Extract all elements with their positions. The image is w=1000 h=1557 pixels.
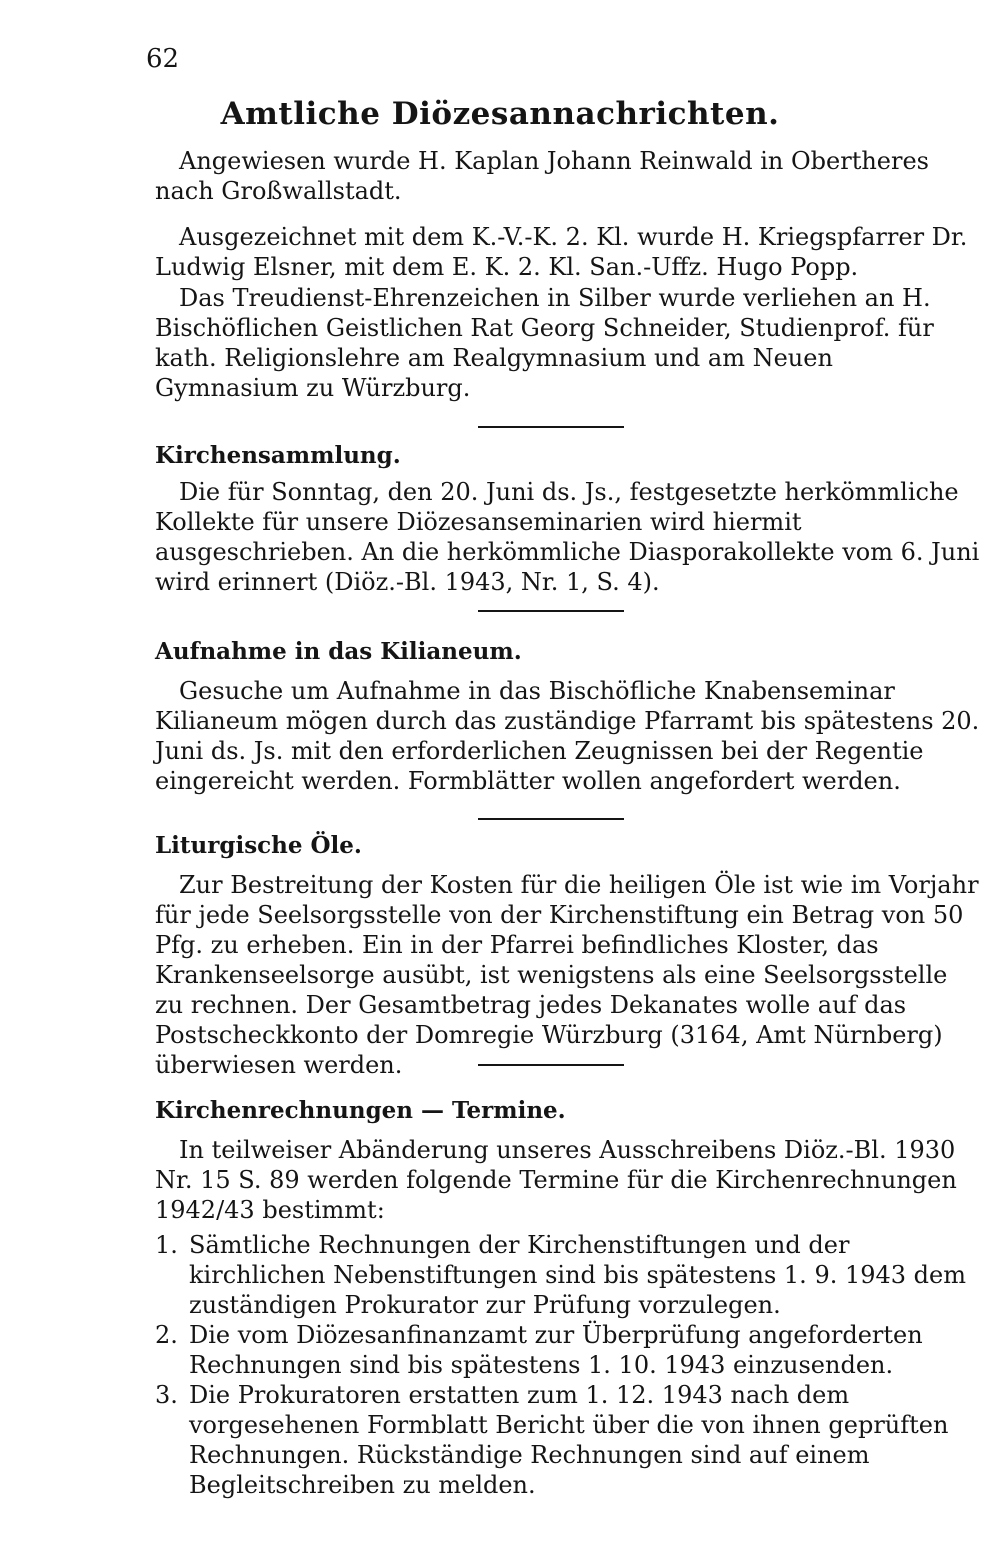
- section-divider: [478, 1064, 624, 1066]
- page-number: 62: [146, 44, 180, 74]
- section-divider: [478, 610, 624, 612]
- announcement-paragraph: Angewiesen wurde H. Kaplan Johann Reinwald in Obertheres nach Großwallstadt.: [155, 147, 929, 205]
- section-heading: Aufnahme in das Kilianeum.: [155, 638, 522, 665]
- section-divider: [478, 818, 624, 820]
- list-item: [155, 1380, 983, 1500]
- section-heading: Liturgische Öle.: [155, 832, 362, 859]
- section-body: Gesuche um Aufnahme in das Bischöfliche Knabenseminar Kilianeum mögen durch das zuständige Pfarramt bis spätestens 20. Juni ds. Js. mit den erforderlichen Zeugnissen bei der Regentie eingereicht werden. Formblätter wollen angefordert werden.: [155, 677, 980, 795]
- section-heading: Kirchenrechnungen — Termine.: [155, 1097, 566, 1124]
- deadline-list: [155, 1230, 983, 1500]
- announcement-paragraph: Ausgezeichnet mit dem K.-V.-K. 2. Kl. wurde H. Kriegspfarrer Dr. Ludwig Elsner, mit dem E. K. 2. Kl. San.-Uffz. Hugo Popp.: [155, 223, 968, 281]
- page-title: Amtliche Diözesannachrichten.: [220, 96, 780, 132]
- list-item-text: Sämtliche Rechnungen der Kirchenstiftungen und der kirchlichen Nebenstiftungen sind bis spätestens 1. 9. 1943 dem zuständigen Prokurator zur Prüfung vorzulegen.: [189, 1231, 966, 1319]
- list-item-text: Die vom Diözesanfinanzamt zur Überprüfung angeforderten Rechnungen sind bis spätestens 1. 10. 1943 einzusenden.: [189, 1321, 923, 1379]
- list-item-number: 2.: [155, 1321, 178, 1349]
- section-body: Die für Sonntag, den 20. Juni ds. Js., festgesetzte herkömmliche Kollekte für unsere Diözesanseminarien wird hiermit ausgeschrieben. An die herkömmliche Diasporakollekte vom 6. Juni wird erinnert (Diöz.-Bl. 1943, Nr. 1, S. 4).: [155, 478, 980, 596]
- list-item-number: 3.: [155, 1381, 178, 1409]
- announcement-paragraph: Das Treudienst-Ehrenzeichen in Silber wurde verliehen an H. Bischöflichen Geistlichen Rat Georg Schneider, Studienprof. für kath. Religionslehre am Realgymnasium und am Neuen Gymnasium zu Würzburg.: [155, 284, 934, 402]
- list-item: [155, 1230, 983, 1320]
- list-item-number: 1.: [155, 1231, 178, 1259]
- section-body: Zur Bestreitung der Kosten für die heiligen Öle ist wie im Vorjahr für jede Seelsorgsstelle von der Kirchenstiftung ein Betrag von 50 Pfg. zu erheben. Ein in der Pfarrei befindliches Kloster, das Krankenseelsorge ausübt, ist wenigstens als eine Seelsorgsstelle zu rechnen. Der Gesamtbetrag jedes Dekanates wolle auf das Postscheckkonto der Domregie Würzburg (3164, Amt Nürnberg) überwiesen werden.: [155, 871, 979, 1079]
- section-heading: Kirchensammlung.: [155, 442, 401, 469]
- list-item-text: Die Prokuratoren erstatten zum 1. 12. 1943 nach dem vorgesehenen Formblatt Bericht über die von ihnen geprüften Rechnungen. Rückständige Rechnungen sind auf einem Begleitschreiben zu melden.: [189, 1381, 949, 1499]
- list-item: [155, 1320, 983, 1380]
- section-body: In teilweiser Abänderung unseres Ausschreibens Diöz.-Bl. 1930 Nr. 15 S. 89 werden folgende Termine für die Kirchenrechnungen 1942/43 bestimmt:: [155, 1136, 957, 1224]
- section-divider: [478, 426, 624, 428]
